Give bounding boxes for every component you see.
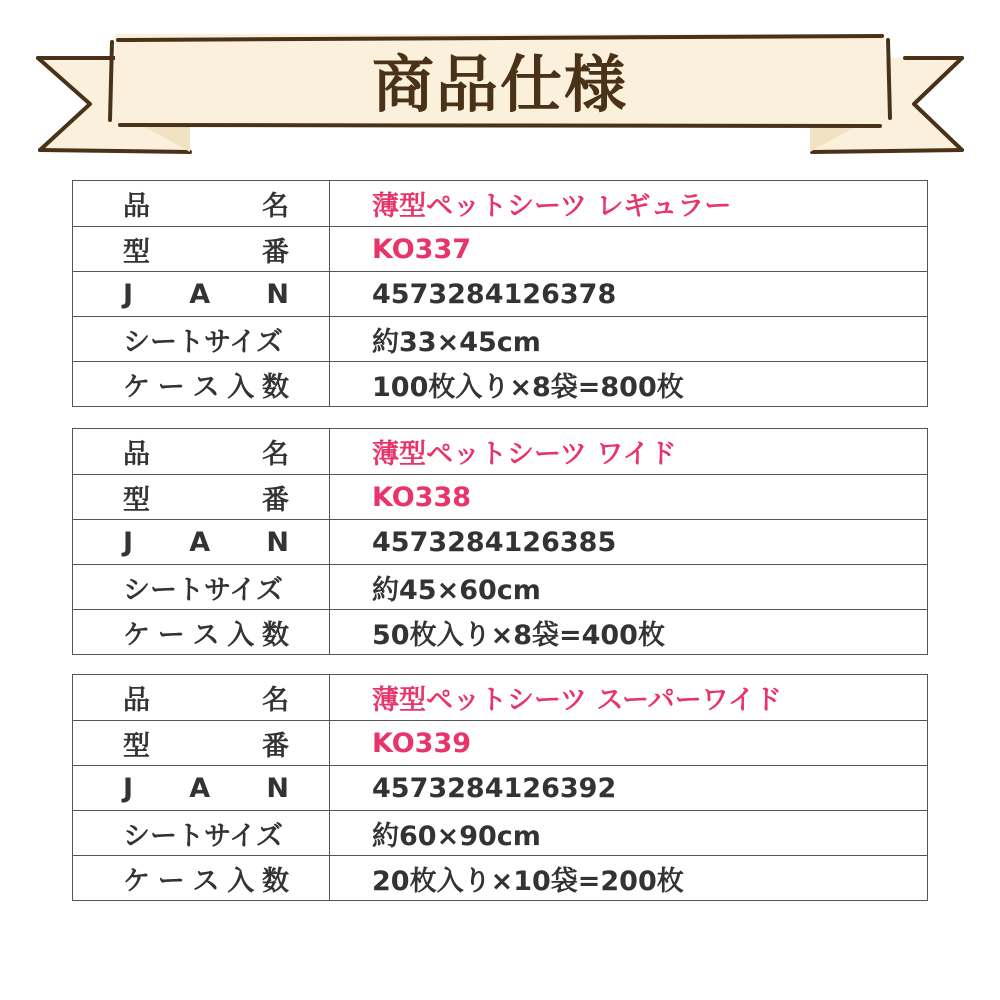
label-jan: J A N (73, 520, 330, 564)
value-jan: 4573284126392 (372, 772, 617, 804)
label-case-quantity: ケ ー ス 入 数 (73, 610, 330, 654)
label-product-name: 品 名 (73, 675, 330, 720)
row-sheet-size (73, 316, 927, 361)
label-sheet-size: シートサイズ (73, 565, 330, 609)
label-case-quantity: ケ ー ス 入 数 (73, 856, 330, 900)
label-model-number: 型 番 (73, 227, 330, 271)
page-title: 商品仕様 (371, 48, 628, 121)
spec-table-super-wide (72, 674, 928, 901)
row-sheet-size (73, 810, 927, 855)
label-sheet-size: シートサイズ (73, 317, 330, 361)
label-model-number: 型 番 (73, 475, 330, 519)
row-case-quantity (73, 609, 927, 654)
label-jan: J A N (73, 766, 330, 810)
label-jan: J A N (73, 272, 330, 316)
value-model-number: KO337 (372, 233, 472, 265)
title-banner (0, 0, 1000, 170)
label-product-name: 品 名 (73, 181, 330, 226)
row-jan (73, 765, 927, 810)
row-case-quantity (73, 361, 927, 406)
value-product-name: 薄型ペットシーツ レギュラー (372, 191, 732, 222)
row-product-name (73, 675, 927, 720)
value-sheet-size: 約45×60cm (372, 574, 541, 606)
label-model-number: 型 番 (73, 721, 330, 765)
row-product-name (73, 181, 927, 226)
value-jan: 4573284126385 (372, 526, 617, 558)
label-product-name: 品 名 (73, 429, 330, 474)
row-model-number (73, 474, 927, 519)
row-jan (73, 519, 927, 564)
label-case-quantity: ケ ー ス 入 数 (73, 362, 330, 406)
value-case-quantity: 20枚入り×10袋=200枚 (372, 865, 684, 897)
row-case-quantity (73, 855, 927, 900)
spec-table-regular (72, 180, 928, 407)
value-sheet-size: 約60×90cm (372, 820, 541, 852)
value-product-name: 薄型ペットシーツ ワイド (372, 439, 677, 470)
value-case-quantity: 100枚入り×8袋=800枚 (372, 371, 684, 403)
value-sheet-size: 約33×45cm (372, 326, 541, 358)
spec-table-wide (72, 428, 928, 655)
row-product-name (73, 429, 927, 474)
value-case-quantity: 50枚入り×8袋=400枚 (372, 619, 665, 651)
row-jan (73, 271, 927, 316)
row-sheet-size (73, 564, 927, 609)
row-model-number (73, 226, 927, 271)
value-jan: 4573284126378 (372, 278, 617, 310)
row-model-number (73, 720, 927, 765)
value-model-number: KO339 (372, 727, 472, 759)
value-model-number: KO338 (372, 481, 472, 513)
value-product-name: 薄型ペットシーツ スーパーワイド (372, 685, 782, 716)
label-sheet-size: シートサイズ (73, 811, 330, 855)
